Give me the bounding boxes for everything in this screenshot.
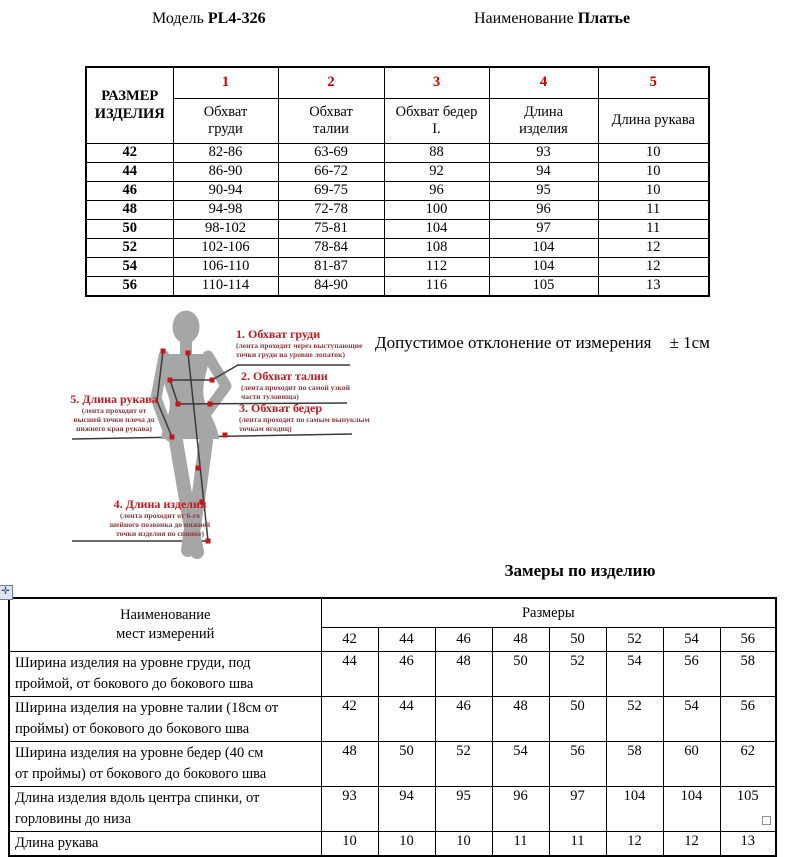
measure-value: 95 bbox=[489, 182, 598, 201]
tolerance-note bbox=[375, 333, 775, 353]
measurement-label bbox=[9, 787, 321, 832]
size-col-number: 2 bbox=[278, 67, 384, 99]
measurement-value: 52 bbox=[435, 742, 492, 787]
measurement-value: 50 bbox=[549, 697, 606, 742]
measurement-value: 93 bbox=[321, 787, 378, 832]
measure-value: 104 bbox=[489, 258, 598, 277]
size-column-header: 54 bbox=[663, 628, 720, 652]
measure-value: 90-94 bbox=[173, 182, 278, 201]
measure-value: 86-90 bbox=[173, 163, 278, 182]
text-line: Обхват bbox=[309, 103, 353, 120]
measure-value: 112 bbox=[384, 258, 489, 277]
text-line: груди bbox=[208, 121, 243, 137]
text-line: части туловища) bbox=[241, 392, 299, 402]
measure-value: 110-114 bbox=[173, 277, 278, 297]
measure-value: 10 bbox=[598, 144, 709, 163]
size-col-number: 1 bbox=[173, 67, 278, 99]
document-header bbox=[0, 10, 791, 34]
text-line: (лента проходит от bbox=[81, 406, 147, 416]
text-line: I. bbox=[432, 121, 441, 137]
measurement-value: 11 bbox=[549, 832, 606, 857]
text-line: (лента проходит через выступающие bbox=[236, 341, 363, 351]
text-line: талии bbox=[313, 121, 349, 137]
size-table-row bbox=[86, 163, 709, 182]
measurement-label bbox=[9, 742, 321, 787]
text-line: проймы) от бокового до бокового шва bbox=[15, 721, 250, 738]
size-col-label bbox=[598, 99, 709, 144]
measurement-value: 10 bbox=[321, 832, 378, 857]
measure-value: 81-87 bbox=[278, 258, 384, 277]
measurement-value: 62 bbox=[720, 742, 776, 787]
measure-value: 82-86 bbox=[173, 144, 278, 163]
measurement-value: 10 bbox=[435, 832, 492, 857]
measurement-value: 104 bbox=[663, 787, 720, 832]
measure-value: 100 bbox=[384, 201, 489, 220]
measure-value: 94 bbox=[489, 163, 598, 182]
measure-value: 12 bbox=[598, 258, 709, 277]
measure-value: 63-69 bbox=[278, 144, 384, 163]
annotation-title: 3. Обхват бедер bbox=[239, 401, 323, 415]
model-line bbox=[152, 10, 266, 28]
text-line: (лента проходит по самым выпуклым bbox=[239, 415, 370, 425]
text-line: высшей точки плеча до bbox=[73, 415, 155, 425]
measurements-name-header bbox=[9, 598, 321, 652]
measurement-value: 104 bbox=[606, 787, 663, 832]
text-line: Ширина изделия на уровне талии (18см от bbox=[15, 700, 279, 717]
garment-measurements-table bbox=[8, 597, 777, 857]
text-line: от проймы) от бокового до бокового шва bbox=[15, 766, 267, 783]
annotation-description bbox=[93, 511, 227, 538]
model-label: Модель bbox=[152, 10, 204, 27]
tolerance-label: Допустимое отклонение от измерения bbox=[375, 333, 652, 352]
text-line: горловины до низа bbox=[15, 811, 132, 828]
text-line: Наименование bbox=[120, 607, 211, 624]
size-col-number: 5 bbox=[598, 67, 709, 99]
text-line: Длина рукава bbox=[611, 112, 695, 129]
size-value: 44 bbox=[86, 163, 173, 182]
measure-value: 97 bbox=[489, 220, 598, 239]
text-line: точкам ягодиц) bbox=[239, 424, 292, 434]
size-col-label bbox=[278, 99, 384, 144]
size-value: 42 bbox=[86, 144, 173, 163]
annotation-title: 2. Обхват талии bbox=[241, 369, 328, 383]
measure-value: 105 bbox=[489, 277, 598, 297]
size-value: 54 bbox=[86, 258, 173, 277]
size-value: 52 bbox=[86, 239, 173, 258]
text-line: точки груди на уровне лопаток) bbox=[236, 350, 345, 360]
measurement-value: 52 bbox=[606, 697, 663, 742]
measure-value: 104 bbox=[384, 220, 489, 239]
annotation-title: 5. Длина рукава bbox=[70, 392, 158, 406]
measure-value: 10 bbox=[598, 163, 709, 182]
annotation-title: 1. Обхват груди bbox=[236, 327, 321, 341]
measurement-value: 54 bbox=[663, 697, 720, 742]
text-line: Обхват bbox=[203, 103, 248, 120]
measurement-value: 54 bbox=[492, 742, 549, 787]
size-column-header: 46 bbox=[435, 628, 492, 652]
measure-value: 69-75 bbox=[278, 182, 384, 201]
measurement-label bbox=[9, 652, 321, 697]
name-label: Наименование bbox=[474, 10, 574, 27]
size-col-number: 4 bbox=[489, 67, 598, 99]
size-column-header: 52 bbox=[606, 628, 663, 652]
size-table bbox=[85, 66, 710, 297]
size-table-row bbox=[86, 182, 709, 201]
measurement-value: 60 bbox=[663, 742, 720, 787]
measure-value: 72-78 bbox=[278, 201, 384, 220]
measurement-diagram bbox=[60, 298, 380, 560]
size-column-header: 44 bbox=[378, 628, 435, 652]
text-line: нижнего края рукава) bbox=[76, 424, 152, 434]
measurement-value: 11 bbox=[492, 832, 549, 857]
measure-value: 78-84 bbox=[278, 239, 384, 258]
measure-value: 75-81 bbox=[278, 220, 384, 239]
measure-value: 11 bbox=[598, 220, 709, 239]
measure-value: 94-98 bbox=[173, 201, 278, 220]
measure-value: 88 bbox=[384, 144, 489, 163]
measurement-value: 56 bbox=[549, 742, 606, 787]
measurement-value: 44 bbox=[378, 697, 435, 742]
measurement-value: 46 bbox=[378, 652, 435, 697]
text-line: Обхват бедер bbox=[395, 103, 478, 120]
measure-value: 84-90 bbox=[278, 277, 384, 297]
measurement-value: 42 bbox=[321, 697, 378, 742]
text-line: (лента проходит от 6-го bbox=[120, 511, 200, 521]
text-line: Ширина изделия на уровне бедер (40 см bbox=[15, 745, 264, 762]
measurement-row bbox=[9, 832, 776, 857]
measurement-value: 52 bbox=[549, 652, 606, 697]
measurement-row bbox=[9, 742, 776, 787]
size-column-header: 56 bbox=[720, 628, 776, 652]
measurement-value: 48 bbox=[321, 742, 378, 787]
measure-value: 92 bbox=[384, 163, 489, 182]
text-line: точки изделия по спинке) bbox=[116, 529, 204, 539]
name-value: Платье bbox=[577, 10, 631, 27]
annotation-description bbox=[60, 406, 168, 433]
size-value: 46 bbox=[86, 182, 173, 201]
size-column-header: 48 bbox=[492, 628, 549, 652]
measurement-value: 44 bbox=[321, 652, 378, 697]
measurement-value: 95 bbox=[435, 787, 492, 832]
annotation-4 bbox=[93, 498, 227, 539]
sizes-header: Размеры bbox=[321, 598, 776, 628]
annotation-description bbox=[241, 383, 401, 401]
measure-value: 66-72 bbox=[278, 163, 384, 182]
size-table-corner-header: РАЗМЕР ИЗДЕЛИЯ bbox=[86, 67, 173, 144]
measure-value: 108 bbox=[384, 239, 489, 258]
tolerance-value: ± 1см bbox=[669, 333, 710, 352]
size-column-header: 50 bbox=[549, 628, 606, 652]
measurement-value: 105 bbox=[720, 787, 776, 832]
measure-value: 10 bbox=[598, 182, 709, 201]
measure-value: 116 bbox=[384, 277, 489, 297]
size-col-label bbox=[384, 99, 489, 144]
measure-value: 12 bbox=[598, 239, 709, 258]
size-col-label bbox=[173, 99, 278, 144]
measure-value: 106-110 bbox=[173, 258, 278, 277]
text-line: (лента проходит по самой узкой bbox=[241, 383, 350, 393]
measure-value: 96 bbox=[489, 201, 598, 220]
text-line: Длина изделия вдоль центра спинки, от bbox=[15, 790, 260, 807]
size-value: 50 bbox=[86, 220, 173, 239]
measurement-row bbox=[9, 652, 776, 697]
text-line: изделия bbox=[519, 121, 568, 137]
size-table-row bbox=[86, 258, 709, 277]
measurement-value: 12 bbox=[606, 832, 663, 857]
measurement-label bbox=[9, 697, 321, 742]
measurement-label bbox=[9, 832, 321, 857]
measurement-value: 54 bbox=[606, 652, 663, 697]
measurement-value: 56 bbox=[720, 697, 776, 742]
text-line: мест измерений bbox=[116, 626, 215, 642]
measurement-value: 50 bbox=[378, 742, 435, 787]
size-table-row bbox=[86, 277, 709, 297]
size-table-row bbox=[86, 220, 709, 239]
text-line: Ширина изделия на уровне груди, под bbox=[15, 655, 251, 671]
measurement-value: 58 bbox=[606, 742, 663, 787]
annotation-title: 4. Длина изделия bbox=[113, 497, 207, 511]
size-value: 48 bbox=[86, 201, 173, 220]
measurement-value: 48 bbox=[435, 652, 492, 697]
size-table-row bbox=[86, 239, 709, 258]
annotation-1 bbox=[236, 328, 396, 359]
measurement-value: 10 bbox=[378, 832, 435, 857]
measurement-value: 94 bbox=[378, 787, 435, 832]
measurement-row bbox=[9, 787, 776, 832]
annotation-5 bbox=[60, 393, 168, 434]
size-table-row bbox=[86, 201, 709, 220]
annotation-description bbox=[236, 341, 396, 359]
measurement-value: 50 bbox=[492, 652, 549, 697]
table-move-handle-icon[interactable]: ✛ bbox=[0, 585, 13, 600]
measurement-value: 58 bbox=[720, 652, 776, 697]
measurement-value: 56 bbox=[663, 652, 720, 697]
text-line: проймой, от бокового до бокового шва bbox=[15, 676, 254, 693]
size-value: 56 bbox=[86, 277, 173, 297]
text-line: Длина рукава bbox=[15, 835, 99, 852]
measure-value: 102-106 bbox=[173, 239, 278, 258]
measurement-value: 48 bbox=[492, 697, 549, 742]
name-line bbox=[474, 10, 630, 28]
section-title: Замеры по изделию bbox=[504, 561, 656, 580]
size-column-header: 42 bbox=[321, 628, 378, 652]
annotation-3 bbox=[239, 402, 404, 433]
text-line: шейного позвонка до нижней bbox=[109, 520, 211, 530]
measure-value: 13 bbox=[598, 277, 709, 297]
model-value: PL4-326 bbox=[207, 10, 266, 27]
measurement-value: 97 bbox=[549, 787, 606, 832]
size-col-number: 3 bbox=[384, 67, 489, 99]
annotation-description bbox=[239, 415, 404, 433]
measure-value: 96 bbox=[384, 182, 489, 201]
measurement-value: 96 bbox=[492, 787, 549, 832]
measure-value: 98-102 bbox=[173, 220, 278, 239]
measure-value: 93 bbox=[489, 144, 598, 163]
size-col-label bbox=[489, 99, 598, 144]
measurement-value: 13 bbox=[720, 832, 776, 857]
measurement-value: 46 bbox=[435, 697, 492, 742]
measure-value: 11 bbox=[598, 201, 709, 220]
measure-value: 104 bbox=[489, 239, 598, 258]
annotation-2 bbox=[241, 370, 401, 401]
measurement-value: 12 bbox=[663, 832, 720, 857]
measurement-row bbox=[9, 697, 776, 742]
table-resize-handle-icon[interactable] bbox=[762, 816, 771, 825]
text-line: Длина bbox=[523, 103, 564, 120]
size-table-row bbox=[86, 144, 709, 163]
